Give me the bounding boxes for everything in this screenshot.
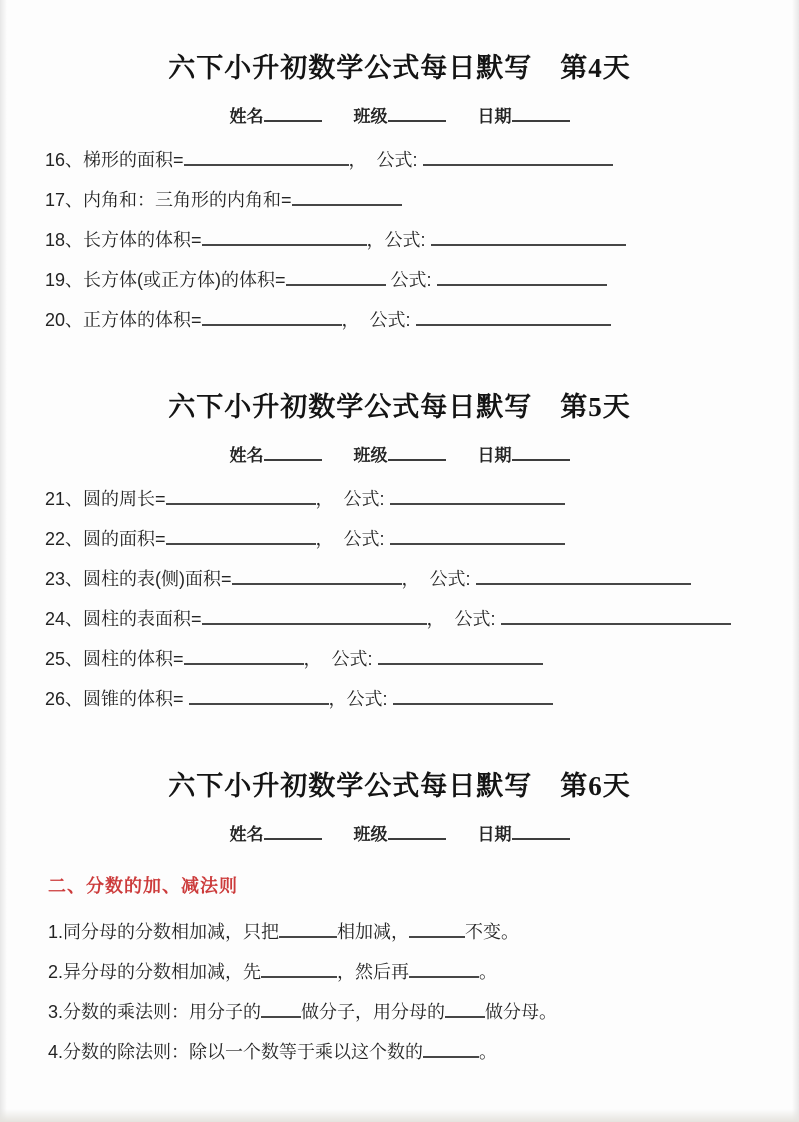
date-field xyxy=(478,445,570,467)
fill-in-blank xyxy=(431,231,626,246)
line-text: 相加减， xyxy=(337,922,410,942)
fill-in-blank xyxy=(184,151,349,166)
worksheet-line xyxy=(45,487,799,512)
fill-in-blank xyxy=(512,825,570,840)
fill-in-blank xyxy=(423,151,613,166)
line-text: ， 公式: xyxy=(426,609,501,629)
section-day6 xyxy=(0,768,799,1065)
name-field xyxy=(230,106,322,128)
line-text: 做分母。 xyxy=(485,1002,558,1022)
line-text: ，公式: xyxy=(366,230,431,250)
fill-in-blank xyxy=(388,107,446,122)
section-title: 六下小升初数学公式每日默写 第6天 xyxy=(168,771,631,801)
line-text: 16、梯形的面积= xyxy=(45,150,184,170)
fill-in-blank xyxy=(202,311,342,326)
date-field xyxy=(478,824,570,846)
field-label: 姓名 xyxy=(229,825,264,844)
line-text: 。 xyxy=(479,1042,498,1062)
worksheet-line xyxy=(45,647,799,672)
line-text: 26、圆锥的体积= xyxy=(45,689,189,709)
fill-in-blank xyxy=(264,107,322,122)
line-text: 17、内角和：三角形的内角和= xyxy=(45,190,292,210)
line-text: ， 公式: xyxy=(401,569,476,589)
field-label: 姓名 xyxy=(229,107,264,126)
worksheet-line xyxy=(45,308,799,333)
name-field xyxy=(230,824,322,846)
field-label: 日期 xyxy=(477,107,512,126)
worksheet-line xyxy=(45,527,799,552)
line-text: 24、圆柱的表面积= xyxy=(45,609,202,629)
fill-in-blank xyxy=(512,446,570,461)
line-text: 18、长方体的体积= xyxy=(45,230,202,250)
fraction-rules-subheading: 二、分数的加、减法则 xyxy=(48,876,238,896)
worksheet-line xyxy=(48,1040,799,1065)
fill-in-blank xyxy=(232,570,402,585)
fill-in-blank xyxy=(512,107,570,122)
worksheet-line xyxy=(45,567,799,592)
fill-in-blank xyxy=(261,1003,301,1018)
worksheet-line xyxy=(45,148,799,173)
fill-in-blank xyxy=(437,271,607,286)
line-text: 19、长方体(或正方体)的体积= xyxy=(45,270,286,290)
fill-in-blank xyxy=(202,610,427,625)
line-text: 23、圆柱的表(侧)面积= xyxy=(45,569,232,589)
fill-in-blank xyxy=(184,650,304,665)
line-text: 。 xyxy=(479,962,498,982)
fill-in-blank xyxy=(166,490,316,505)
section-title: 六下小升初数学公式每日默写 第5天 xyxy=(168,392,631,422)
fill-in-blank xyxy=(264,446,322,461)
worksheet-line xyxy=(45,228,799,253)
line-text: ，公式: xyxy=(328,689,393,709)
section-day4 xyxy=(0,50,799,333)
fill-in-blank xyxy=(393,690,553,705)
fill-in-blank xyxy=(378,650,543,665)
class-field xyxy=(354,106,446,128)
worksheet-line xyxy=(48,1000,799,1025)
field-label: 班级 xyxy=(353,107,388,126)
items-list xyxy=(48,920,799,1065)
fill-in-blank xyxy=(416,311,611,326)
name-field xyxy=(230,445,322,467)
field-label: 班级 xyxy=(353,446,388,465)
line-text: ， 公式: xyxy=(348,150,423,170)
fill-in-blank xyxy=(409,963,479,978)
fill-in-blank xyxy=(409,923,465,938)
fill-in-blank xyxy=(476,570,691,585)
line-text: 2.异分母的分数相加减，先 xyxy=(48,962,262,982)
fill-in-blank xyxy=(292,191,402,206)
worksheet-line xyxy=(45,607,799,632)
class-field xyxy=(354,445,446,467)
line-text: 4.分数的除法则：除以一个数等于乘以这个数的 xyxy=(48,1042,424,1062)
header-fields-row xyxy=(0,824,799,846)
items-list xyxy=(45,487,799,712)
line-text: 25、圆柱的体积= xyxy=(45,649,184,669)
header-fields-row xyxy=(0,106,799,128)
field-label: 班级 xyxy=(353,825,388,844)
fill-in-blank xyxy=(189,690,329,705)
fill-in-blank xyxy=(390,490,565,505)
section-day5 xyxy=(0,389,799,712)
fill-in-blank xyxy=(279,923,337,938)
line-text: 3.分数的乘法则：用分子的 xyxy=(48,1002,262,1022)
field-label: 日期 xyxy=(477,825,512,844)
worksheet-line xyxy=(45,687,799,712)
section-title: 六下小升初数学公式每日默写 第4天 xyxy=(168,53,631,83)
date-field xyxy=(478,106,570,128)
line-text: 21、圆的周长= xyxy=(45,489,166,509)
field-label: 姓名 xyxy=(229,446,264,465)
fill-in-blank xyxy=(166,530,316,545)
fill-in-blank xyxy=(388,446,446,461)
line-text: 公式: xyxy=(385,270,437,290)
worksheet-line xyxy=(45,188,799,213)
header-fields-row xyxy=(0,445,799,467)
fill-in-blank xyxy=(390,530,565,545)
line-text: ， 公式: xyxy=(315,529,390,549)
line-text: 22、圆的面积= xyxy=(45,529,166,549)
worksheet-line xyxy=(45,268,799,293)
line-text: 1.同分母的分数相加减，只把 xyxy=(48,922,280,942)
fill-in-blank xyxy=(501,610,731,625)
fill-in-blank xyxy=(264,825,322,840)
line-text: ， 公式: xyxy=(303,649,378,669)
line-text: ， 公式: xyxy=(315,489,390,509)
fill-in-blank xyxy=(423,1043,479,1058)
line-text: 做分子，用分母的 xyxy=(301,1002,446,1022)
line-text: 20、正方体的体积= xyxy=(45,310,202,330)
field-label: 日期 xyxy=(477,446,512,465)
fill-in-blank xyxy=(202,231,367,246)
items-list xyxy=(45,148,799,333)
worksheet-line xyxy=(48,920,799,945)
line-text: ，然后再 xyxy=(337,962,410,982)
fill-in-blank xyxy=(261,963,337,978)
fill-in-blank xyxy=(286,271,386,286)
line-text: 不变。 xyxy=(465,922,520,942)
worksheet-line xyxy=(48,960,799,985)
fill-in-blank xyxy=(445,1003,485,1018)
line-text: ， 公式: xyxy=(341,310,416,330)
class-field xyxy=(354,824,446,846)
fill-in-blank xyxy=(388,825,446,840)
photo-edge-bottom xyxy=(0,1109,799,1122)
